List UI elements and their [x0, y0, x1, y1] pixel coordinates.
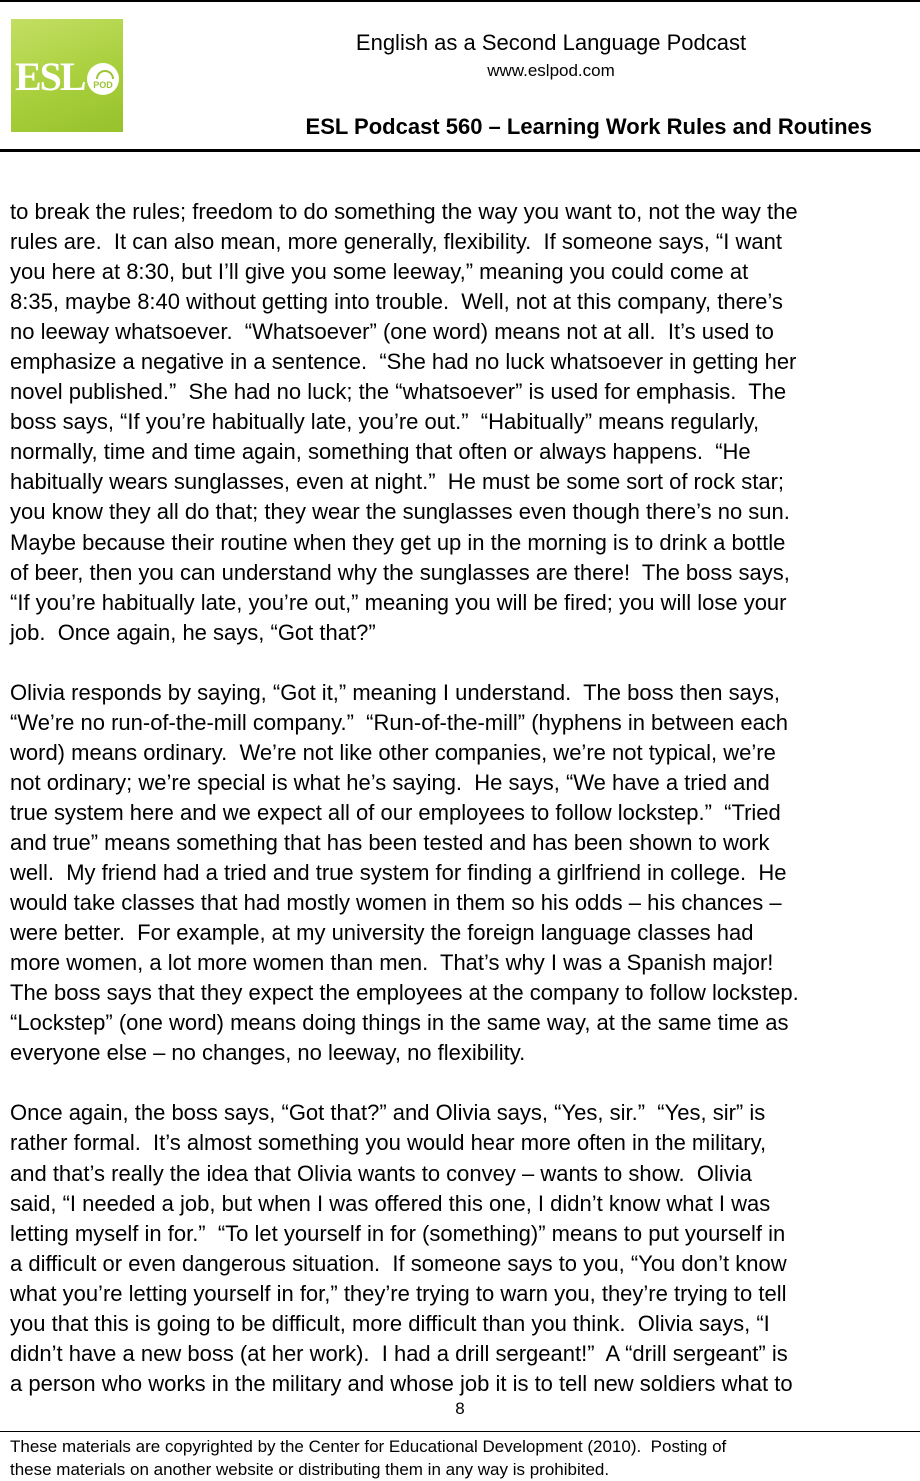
- episode-title: ESL Podcast 560 – Learning Work Rules and Routines: [305, 114, 872, 139]
- logo-text: ESL: [15, 54, 85, 99]
- header-title: English as a Second Language Podcast: [355, 30, 747, 55]
- footer-divider: [0, 1431, 920, 1432]
- page-number: 8: [455, 1399, 465, 1418]
- header-url: www.eslpod.com: [487, 61, 615, 80]
- paragraph: to break the rules; freedom to do something the way you want to, not the way the rules are. It can also mean, more generally, flexibility. If someone says, “I want you here at 8:30, but I’ll give you some leeway,” meaning you could come at 8:35, maybe 8:40 without getting into trouble. Well, not at this company, there’s no leeway whatsoever. “Whatsoever” (one word) means not at all. It’s used to emphasize a negative in a sentence. “She had no luck whatsoever in getting her novel published.” She had no luck; the “whatsoever” is used for emphasis. The boss says, “If you’re habitually late, you’re out.” “Habitually” means regularly, normally, time and time again, something that often or always happens. “He habitually wears sunglasses, even at night.” He must be some sort of rock star; you know they all do that; they wear the sunglasses even though there’s no sun. Maybe because their routine when they get up in the morning is to drink a bottle of beer, then you can understand why the sunglasses are there! The boss says, “If you’re habitually late, you’re out,” meaning you will be fired; you will lose your job. Once again, he says, “Got that?”: [10, 199, 798, 645]
- paragraph: Once again, the boss says, “Got that?” and Olivia says, “Yes, sir.” “Yes, sir” is rather formal. It’s almost something you would hear more often in the military, and that’s really the idea that Olivia wants to convey – wants to show. Olivia said, “I needed a job, but when I was offered this one, I didn’t know what I was letting myself in for.” “To let yourself in for (something)” means to put yourself in a difficult or even dangerous situation. If someone says to you, “You don’t know what you’re letting yourself in for,” they’re trying to warn you, they’re trying to tell you that this is going to be difficult, more difficult than you think. Olivia says, “I didn’t have a new boss (at her work). I had a drill sergeant!” A “drill sergeant” is a person who works in the military and whose job it is to tell new soldiers what to: [10, 1100, 793, 1396]
- copyright-notice: These materials are copyrighted by the Center for Educational Development (2010). Posting of these materials on another website or distributing them in any way is prohibited.: [10, 1437, 727, 1479]
- top-rule: [0, 0, 920, 2]
- podcast-badge-icon: POD: [87, 63, 119, 95]
- page-body: [10, 197, 912, 1399]
- paragraph: Olivia responds by saying, “Got it,” meaning I understand. The boss then says, “We’re no run-of-the-mill company.” “Run-of-the-mill” (hyphens in between each word) means ordinary. We’re not like other companies, we’re not typical, we’re not ordinary; we’re special is what he’s saying. He says, “We have a tried and true system here and we expect all of our employees to follow lockstep.” “Tried and true” means something that has been tested and has been shown to work well. My friend had a tried and true system for finding a girlfriend in college. He would take classes that had mostly women in them so his odds – his chances – were better. For example, at my university the foreign language classes had more women, a lot more women than men. That’s why I was a Spanish major! The boss says that they expect the employees at the company to follow lockstep. “Lockstep” (one word) means doing things in the same way, at the same time as everyone else – no changes, no leeway, no flexibility.: [10, 679, 799, 1066]
- header-divider: [0, 149, 920, 152]
